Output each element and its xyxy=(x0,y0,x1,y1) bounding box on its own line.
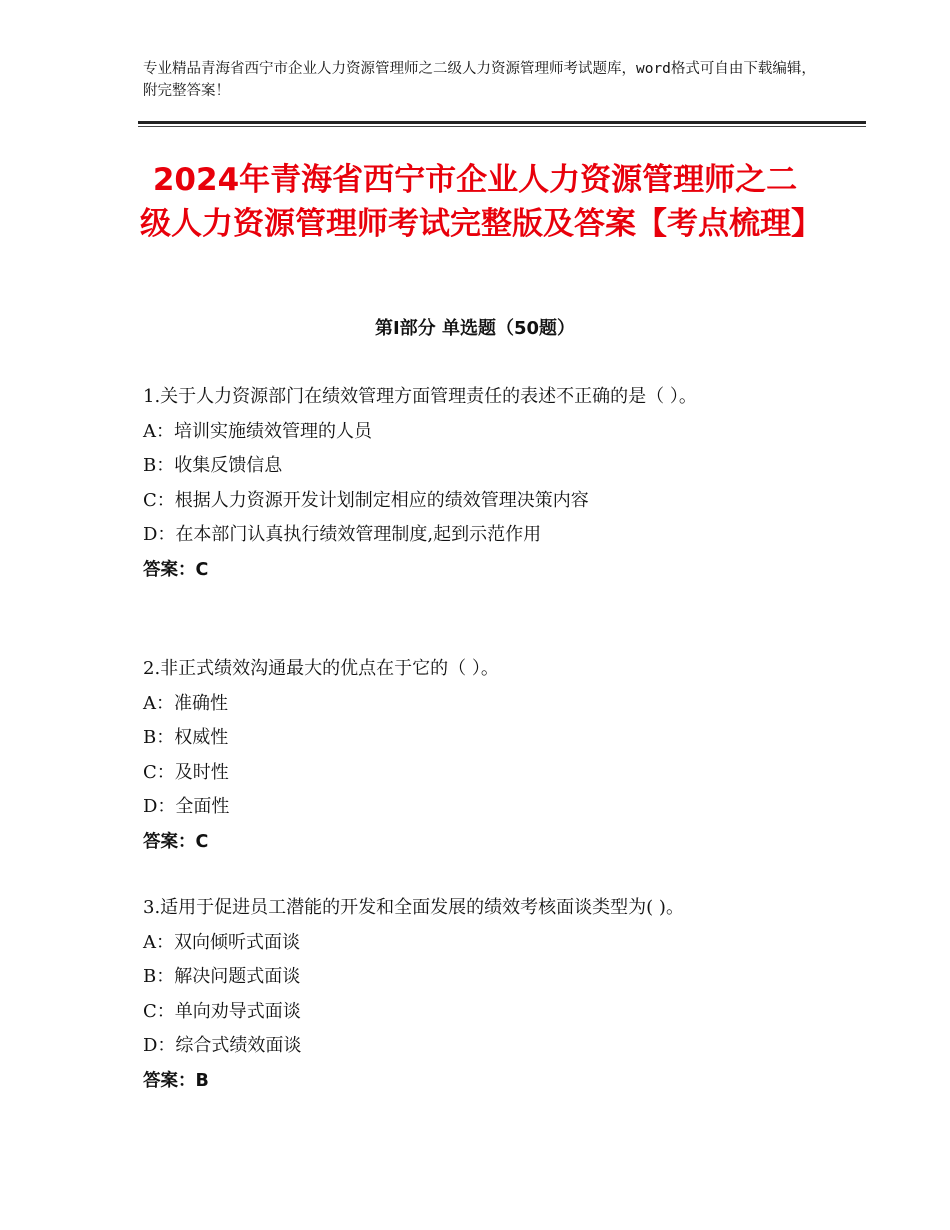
option-a: A：培训实施绩效管理的人员 xyxy=(143,420,372,442)
question-1 xyxy=(143,380,803,587)
option-c: C：单向劝导式面谈 xyxy=(143,1000,301,1022)
option-b: B：收集反馈信息 xyxy=(143,455,283,476)
question-stem: 3.适用于促进员工潜能的开发和全面发展的绩效考核面谈类型为( )。 xyxy=(143,897,684,918)
answer: 答案：C xyxy=(143,831,209,852)
document-title: 2024年青海省西宁市企业人力资源管理师之二级人力资源管理师考试完整版及答案【考点梳理】 xyxy=(140,162,822,242)
header-rule-thin xyxy=(138,126,866,127)
header-rule-thick xyxy=(138,121,866,124)
option-c: C：及时性 xyxy=(143,761,229,783)
answer: 答案：B xyxy=(143,1070,209,1091)
answer: 答案：C xyxy=(143,559,209,580)
option-a: A：双向倾听式面谈 xyxy=(143,931,300,953)
question-2 xyxy=(143,652,803,859)
section-title: 第Ⅰ部分 单选题（50题） xyxy=(374,318,575,339)
option-d: D：在本部门认真执行绩效管理制度,起到示范作用 xyxy=(143,524,542,545)
question-stem: 2.非正式绩效沟通最大的优点在于它的（ ）。 xyxy=(143,658,499,679)
option-b: B：解决问题式面谈 xyxy=(143,966,301,987)
question-stem: 1.关于人力资源部门在绩效管理方面管理责任的表述不正确的是（ ）。 xyxy=(143,386,697,407)
option-c: C：根据人力资源开发计划制定相应的绩效管理决策内容 xyxy=(143,489,589,511)
question-3 xyxy=(143,891,803,1098)
option-d: D：综合式绩效面谈 xyxy=(143,1035,302,1056)
option-a: A：准确性 xyxy=(143,692,228,714)
option-b: B：权威性 xyxy=(143,727,229,748)
header-note: 专业精品青海省西宁市企业人力资源管理师之二级人力资源管理师考试题库，word格式可自由下载编辑，附完整答案！ xyxy=(143,61,816,99)
option-d: D：全面性 xyxy=(143,796,230,817)
